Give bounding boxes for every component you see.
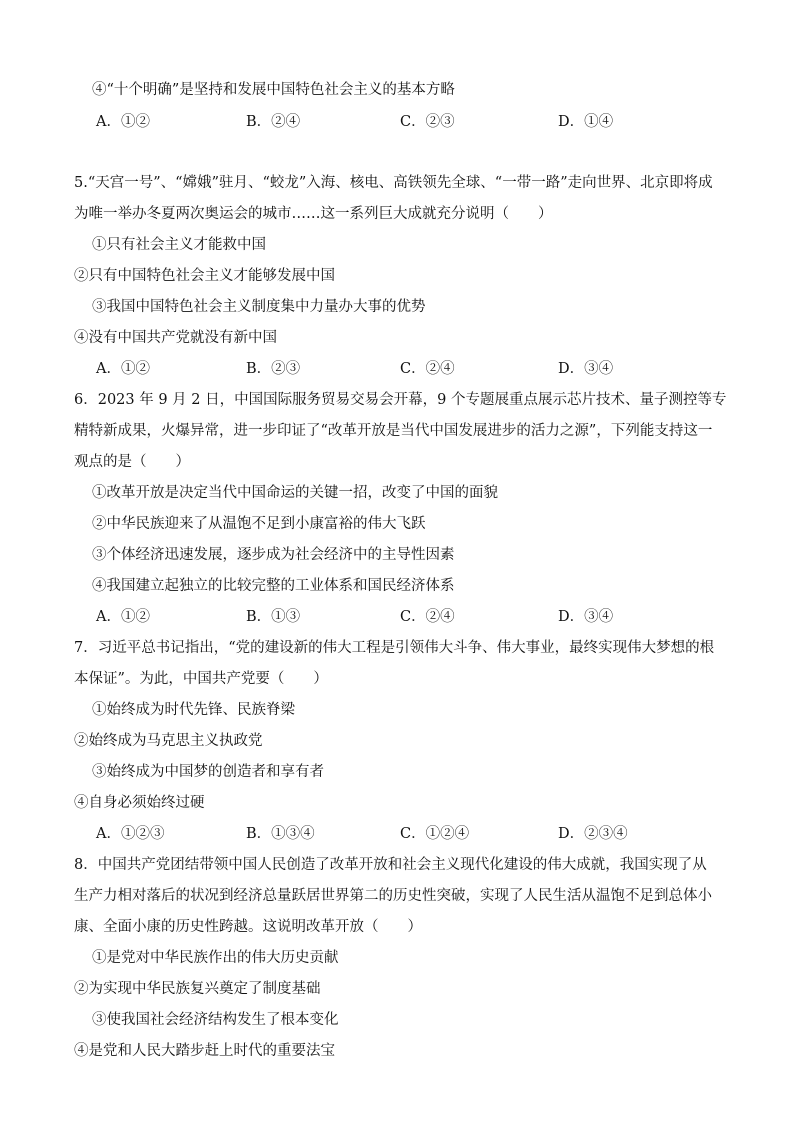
q8-stem-line-1: 8．中国共产党团结带领中国人民创造了改革开放和社会主义现代化建设的伟大成就，我国实现了从 [74,857,707,873]
q5-item-3: ③我国中国特色社会主义制度集中力量办大事的优势 [92,299,426,315]
q7-option-d: D．②③④ [558,826,628,842]
q4-item-4: ④“十个明确”是坚持和发展中国特色社会主义的基本方略 [92,82,455,98]
q6-item-3: ③个体经济迅速发展，逐步成为社会经济中的主导性因素 [92,547,455,563]
q5-item-2: ②只有中国特色社会主义才能够发展中国 [74,268,335,284]
q8-item-2: ②为实现中华民族复兴奠定了制度基础 [74,981,321,997]
q5-option-a: A．①② [96,361,150,377]
q6-stem-line-2: 精特新成果，火爆异常，进一步印证了“改革开放是当代中国发展进步的活力之源”，下列能支持这一 [74,423,713,439]
q4-option-a: A．①② [96,114,150,130]
q6-stem-line-1: 6．2023 年 9 月 2 日，中国国际服务贸易交易会开幕，9 个专题展重点展示芯片技术、量子测控等专 [74,392,727,408]
q8-item-4: ④是党和人民大踏步赶上时代的重要法宝 [74,1043,335,1059]
q6-item-4: ④我国建立起独立的比较完整的工业体系和国民经济体系 [92,578,455,594]
q8-stem-line-2: 生产力相对落后的状况到经济总量跃居世界第二的历史性突破，实现了人民生活从温饱不足到总体小 [74,888,712,904]
q7-item-1: ①始终成为时代先锋、民族脊梁 [92,702,295,718]
q7-option-c: C．①②④ [400,826,470,842]
q4-option-c: C．②③ [400,114,455,130]
q7-stem-line-2: 本保证”。为此，中国共产党要（ ） [74,671,328,687]
q4-option-d: D．①④ [558,114,614,130]
q6-item-1: ①改革开放是决定当代中国命运的关键一招，改变了中国的面貌 [92,485,498,501]
q5-option-c: C．②④ [400,361,455,377]
q8-item-1: ①是党对中华民族作出的伟大历史贡献 [92,950,339,966]
q4-option-b: B．②④ [246,114,301,130]
q5-item-4: ④没有中国共产党就没有新中国 [74,330,277,346]
q6-item-2: ②中华民族迎来了从温饱不足到小康富裕的伟大飞跃 [92,516,426,532]
q5-stem-line-2: 为唯一举办冬夏两次奥运会的城市……这一系列巨大成就充分说明（ ） [74,206,553,222]
q6-option-d: D．③④ [558,609,614,625]
q7-item-2: ②始终成为马克思主义执政党 [74,733,263,749]
q6-option-b: B．①③ [246,609,301,625]
q5-option-b: B．②③ [246,361,301,377]
q7-item-4: ④自身必须始终过硬 [74,795,205,811]
q7-option-a: A．①②③ [96,826,165,842]
q5-stem-line-1: 5.“天宫一号”、“嫦娥”驻月、“蛟龙”入海、核电、高铁领先全球、“一带一路”走向世界、北京即将成 [74,175,713,191]
q6-option-a: A．①② [96,609,150,625]
q8-item-3: ③使我国社会经济结构发生了根本变化 [92,1012,339,1028]
q7-option-b: B．①③④ [246,826,315,842]
q7-item-3: ③始终成为中国梦的创造者和享有者 [92,764,324,780]
q8-stem-line-3: 康、全面小康的历史性跨越。这说明改革开放（ ） [74,919,422,935]
q5-option-d: D．③④ [558,361,614,377]
q5-item-1: ①只有社会主义才能救中国 [92,237,266,253]
q6-option-c: C．②④ [400,609,455,625]
q6-stem-line-3: 观点的是（ ） [74,454,190,470]
q7-stem-line-1: 7．习近平总书记指出，“党的建设新的伟大工程是引领伟大斗争、伟大事业，最终实现伟大梦想的根 [74,640,715,656]
